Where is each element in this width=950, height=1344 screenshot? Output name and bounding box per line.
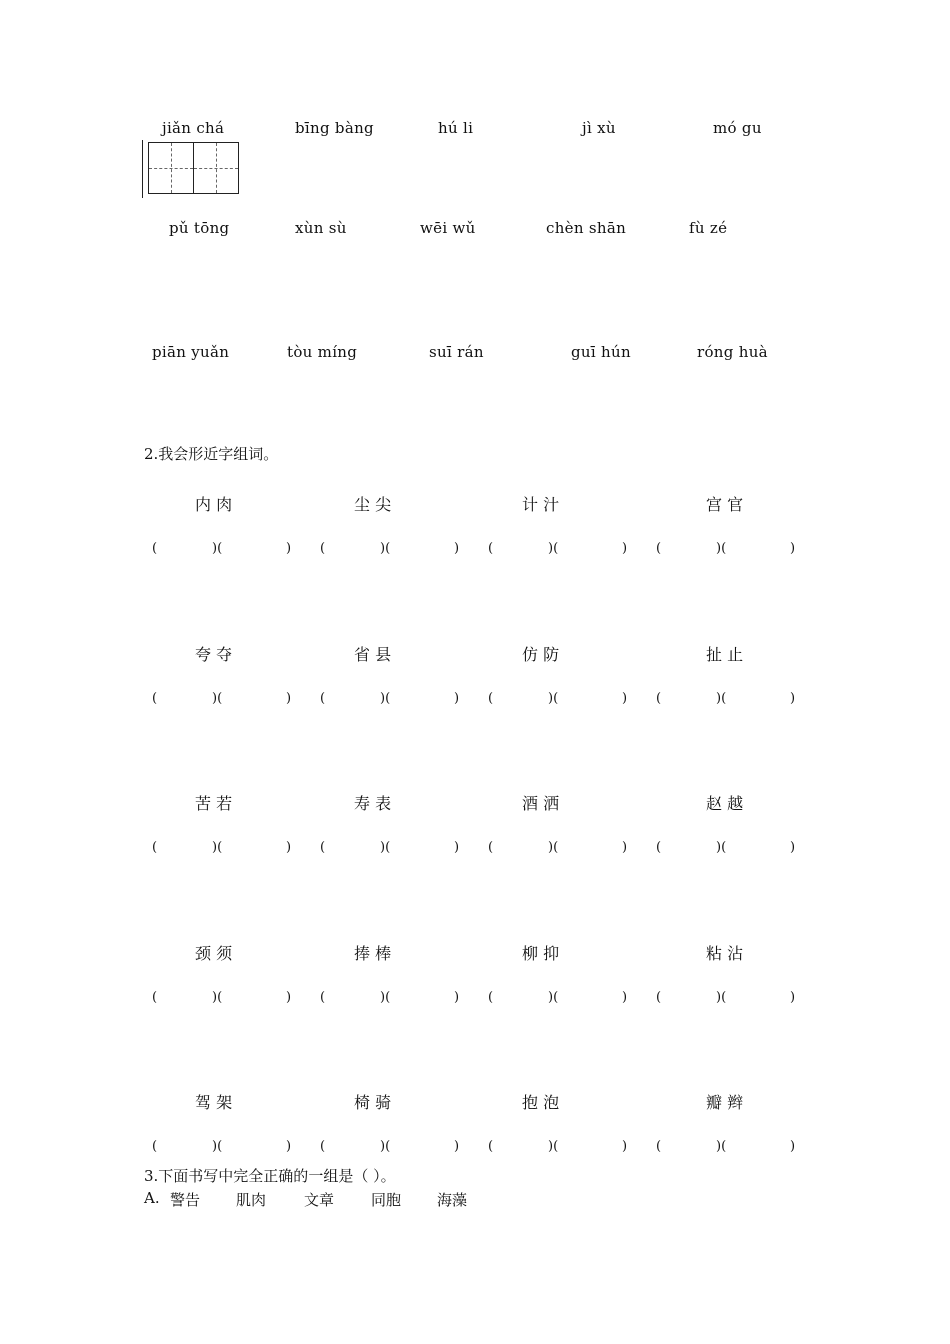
answer-blank-open[interactable]: ( — [488, 691, 494, 706]
answer-blank-close[interactable]: ) — [622, 1139, 628, 1154]
char-pair: 粘 沾 — [706, 944, 744, 963]
answer-blank-mid[interactable]: )( — [212, 990, 223, 1005]
pinyin-item: tòu míng — [287, 343, 358, 361]
answer-blank-mid[interactable]: )( — [212, 541, 223, 556]
pinyin-item: piān yuǎn — [152, 343, 230, 361]
answer-blank-mid[interactable]: )( — [548, 691, 559, 706]
answer-blank-open[interactable]: ( — [656, 840, 662, 855]
answer-blank-open[interactable]: ( — [656, 1139, 662, 1154]
answer-blank-mid[interactable]: )( — [716, 990, 727, 1005]
char-pair: 苦 若 — [195, 794, 233, 813]
answer-blank-mid[interactable]: )( — [548, 840, 559, 855]
answer-blank-open[interactable]: ( — [152, 840, 158, 855]
char-pair: 宫 官 — [706, 495, 744, 514]
answer-blank-close[interactable]: ) — [790, 691, 796, 706]
answer-blank-mid[interactable]: )( — [548, 990, 559, 1005]
answer-blank-open[interactable]: ( — [320, 840, 326, 855]
pinyin-item: jiǎn chá — [162, 119, 225, 137]
char-pair: 省 县 — [354, 645, 392, 664]
option-a-label: A. — [144, 1189, 160, 1207]
pinyin-item: bīng bàng — [295, 119, 374, 137]
pinyin-item: róng huà — [697, 343, 768, 361]
answer-blank-close[interactable]: ) — [622, 691, 628, 706]
answer-blank-close[interactable]: ) — [286, 840, 292, 855]
answer-blank-mid[interactable]: )( — [716, 691, 727, 706]
pinyin-item: xùn sù — [295, 219, 347, 237]
answer-blank-close[interactable]: ) — [454, 990, 460, 1005]
question-2-title: 2.我会形近字组词。 — [144, 445, 279, 463]
pinyin-item: fù zé — [689, 219, 728, 237]
answer-blank-mid[interactable]: )( — [212, 691, 223, 706]
pinyin-item: jì xù — [582, 119, 616, 137]
answer-blank-mid[interactable]: )( — [716, 541, 727, 556]
char-pair: 柳 抑 — [522, 944, 560, 963]
char-pair: 计 汁 — [522, 495, 560, 514]
answer-blank-close[interactable]: ) — [286, 990, 292, 1005]
char-pair: 捧 棒 — [354, 944, 392, 963]
answer-blank-mid[interactable]: )( — [212, 840, 223, 855]
pinyin-item: chèn shān — [546, 219, 627, 237]
answer-blank-close[interactable]: ) — [286, 541, 292, 556]
answer-blank-open[interactable]: ( — [488, 541, 494, 556]
answer-blank-open[interactable]: ( — [488, 1139, 494, 1154]
pinyin-item: hú li — [438, 119, 474, 137]
answer-blank-close[interactable]: ) — [454, 1139, 460, 1154]
answer-blank-mid[interactable]: )( — [380, 1139, 391, 1154]
option-word: 同胞 — [371, 1191, 402, 1209]
answer-blank-open[interactable]: ( — [320, 990, 326, 1005]
answer-blank-close[interactable]: ) — [286, 691, 292, 706]
answer-blank-open[interactable]: ( — [320, 541, 326, 556]
char-pair: 寿 表 — [354, 794, 392, 813]
answer-blank-close[interactable]: ) — [622, 840, 628, 855]
answer-blank-open[interactable]: ( — [656, 990, 662, 1005]
char-pair: 椅 骑 — [354, 1093, 392, 1112]
char-pair: 酒 洒 — [522, 794, 560, 813]
answer-blank-close[interactable]: ) — [454, 691, 460, 706]
option-word: 海藻 — [437, 1191, 468, 1209]
char-pair: 夸 夺 — [195, 645, 233, 664]
option-word: 肌肉 — [236, 1191, 267, 1209]
char-pair: 抱 泡 — [522, 1093, 560, 1112]
answer-blank-mid[interactable]: )( — [380, 990, 391, 1005]
answer-blank-open[interactable]: ( — [152, 990, 158, 1005]
pinyin-item: pǔ tōng — [169, 219, 230, 237]
answer-blank-close[interactable]: ) — [454, 541, 460, 556]
answer-blank-mid[interactable]: )( — [380, 691, 391, 706]
writing-box[interactable] — [193, 142, 239, 194]
answer-blank-mid[interactable]: )( — [380, 840, 391, 855]
answer-blank-open[interactable]: ( — [152, 1139, 158, 1154]
answer-blank-close[interactable]: ) — [790, 541, 796, 556]
answer-blank-open[interactable]: ( — [488, 990, 494, 1005]
char-pair: 驾 架 — [195, 1093, 233, 1112]
answer-blank-close[interactable]: ) — [622, 541, 628, 556]
answer-blank-open[interactable]: ( — [656, 541, 662, 556]
answer-blank-open[interactable]: ( — [152, 541, 158, 556]
answer-blank-open[interactable]: ( — [656, 691, 662, 706]
answer-blank-close[interactable]: ) — [286, 1139, 292, 1154]
pinyin-item: wēi wǔ — [420, 219, 476, 237]
answer-blank-mid[interactable]: )( — [380, 541, 391, 556]
pinyin-item: mó gu — [713, 119, 762, 137]
writing-box[interactable] — [148, 142, 194, 194]
option-word: 文章 — [304, 1191, 335, 1209]
answer-blank-open[interactable]: ( — [488, 840, 494, 855]
question-3-text: 3.下面书写中完全正确的一组是（ ）。 — [144, 1167, 396, 1185]
answer-blank-close[interactable]: ) — [790, 990, 796, 1005]
answer-blank-mid[interactable]: )( — [212, 1139, 223, 1154]
answer-blank-open[interactable]: ( — [320, 1139, 326, 1154]
option-word: 警告 — [170, 1191, 201, 1209]
answer-blank-close[interactable]: ) — [790, 1139, 796, 1154]
answer-blank-open[interactable]: ( — [152, 691, 158, 706]
answer-blank-mid[interactable]: )( — [548, 1139, 559, 1154]
char-pair: 赵 越 — [706, 794, 744, 813]
answer-blank-mid[interactable]: )( — [716, 1139, 727, 1154]
answer-blank-open[interactable]: ( — [320, 691, 326, 706]
answer-blank-mid[interactable]: )( — [548, 541, 559, 556]
writing-grid[interactable] — [142, 140, 246, 198]
answer-blank-close[interactable]: ) — [790, 840, 796, 855]
char-pair: 内 肉 — [195, 495, 233, 514]
char-pair: 尘 尖 — [354, 495, 392, 514]
char-pair: 扯 止 — [706, 645, 744, 664]
pinyin-item: guī hún — [571, 343, 631, 361]
grid-left-bar — [142, 140, 146, 198]
answer-blank-close[interactable]: ) — [622, 990, 628, 1005]
pinyin-item: suī rán — [429, 343, 484, 361]
answer-blank-close[interactable]: ) — [454, 840, 460, 855]
answer-blank-mid[interactable]: )( — [716, 840, 727, 855]
char-pair: 颈 须 — [195, 944, 233, 963]
char-pair: 瓣 辫 — [706, 1093, 744, 1112]
char-pair: 仿 防 — [522, 645, 560, 664]
